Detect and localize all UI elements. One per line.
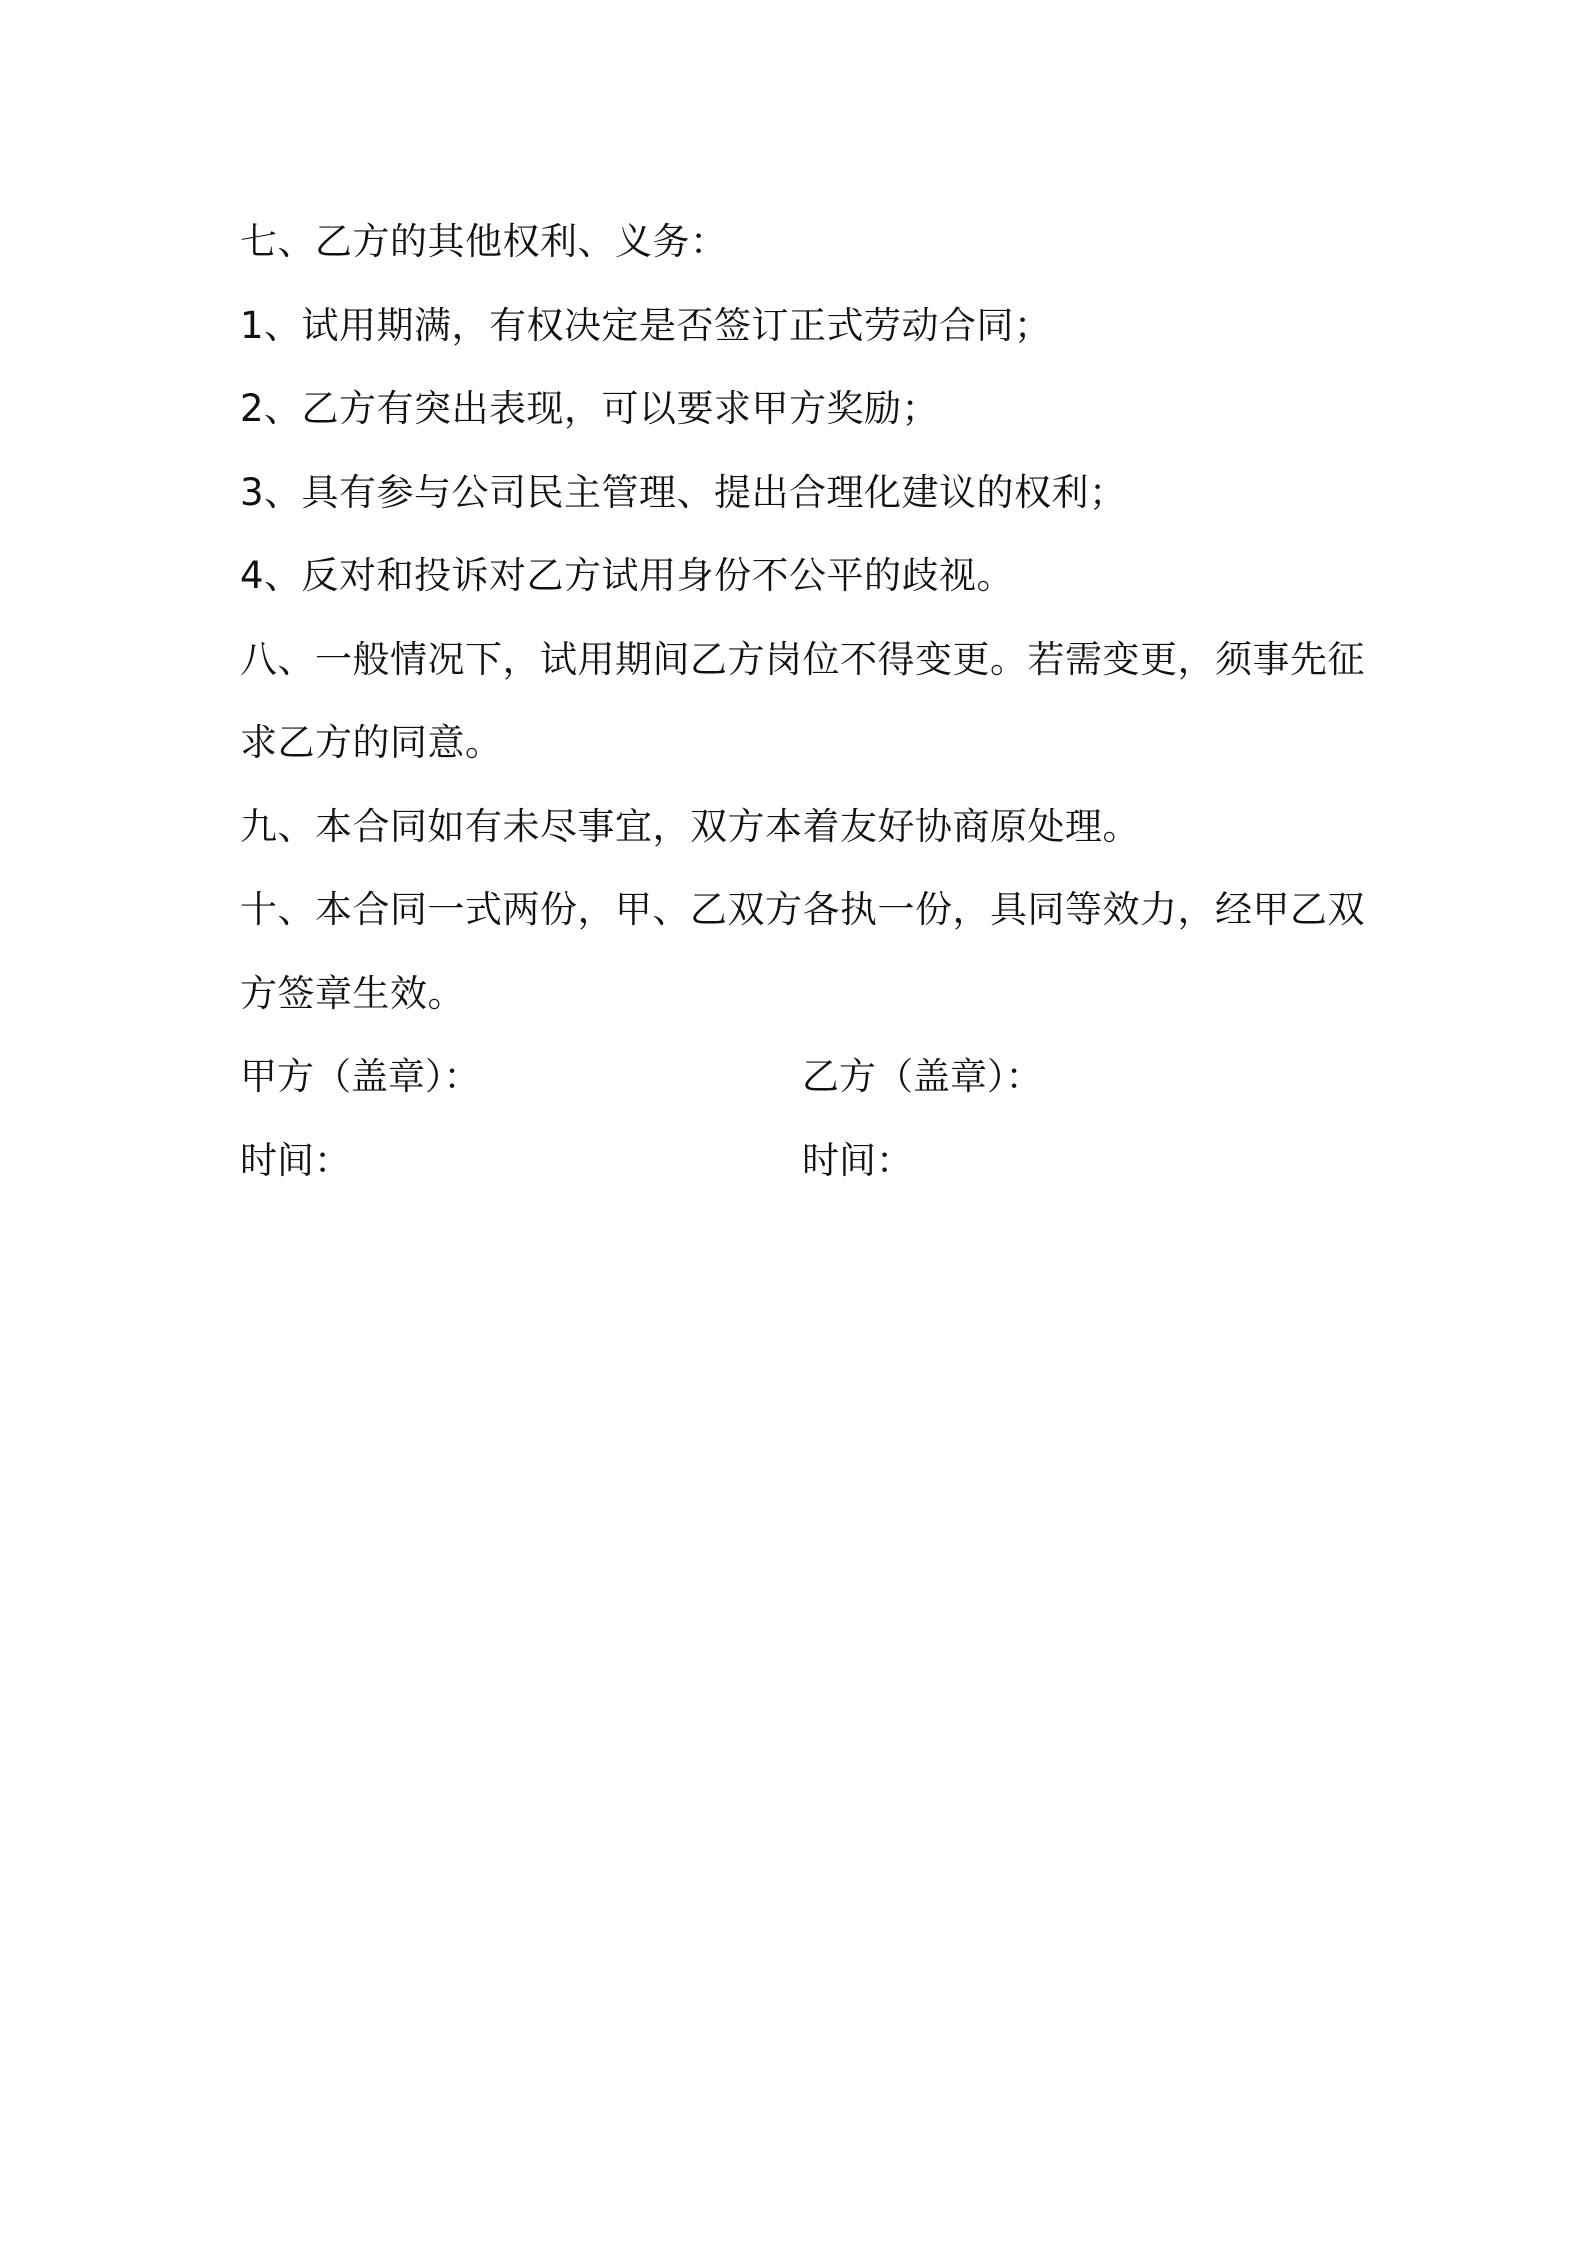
document-body xyxy=(240,200,1365,1202)
clause-8-line-1: 八、一般情况下，试用期间乙方岗位不得变更。若需变更，须事先征 xyxy=(240,637,1365,681)
time-row xyxy=(240,1119,1360,1203)
clause-10-line-1: 十、本合同一式两份，甲、乙双方各执一份，具同等效力，经甲乙双 xyxy=(240,888,1365,931)
clause-10-line-2: 方签章生效。 xyxy=(240,971,465,1015)
party-a-time-label: 时间： xyxy=(240,1138,351,1182)
seal-row xyxy=(240,1035,1360,1119)
clause-7-item-2: 2、乙方有突出表现，可以要求甲方奖励； xyxy=(240,387,940,430)
party-b-seal-label: 乙方（盖章）： xyxy=(802,1055,1043,1098)
clause-7-heading: 七、乙方的其他权利、义务： xyxy=(240,220,728,263)
clause-7-item-4: 4、反对和投诉对乙方试用身份不公平的歧视。 xyxy=(240,554,1015,597)
clause-8-line-2: 求乙方的同意。 xyxy=(240,721,503,764)
clause-7-item-1: 1、试用期满，有权决定是否签订正式劳动合同； xyxy=(240,303,1052,347)
clause-9: 九、本合同如有未尽事宜，双方本着友好协商原处理。 xyxy=(240,804,1140,848)
clause-7-item-3: 3、具有参与公司民主管理、提出合理化建议的权利； xyxy=(240,470,1127,514)
party-a-seal-label: 甲方（盖章）： xyxy=(240,1055,481,1098)
party-b-time-label: 时间： xyxy=(802,1138,913,1182)
